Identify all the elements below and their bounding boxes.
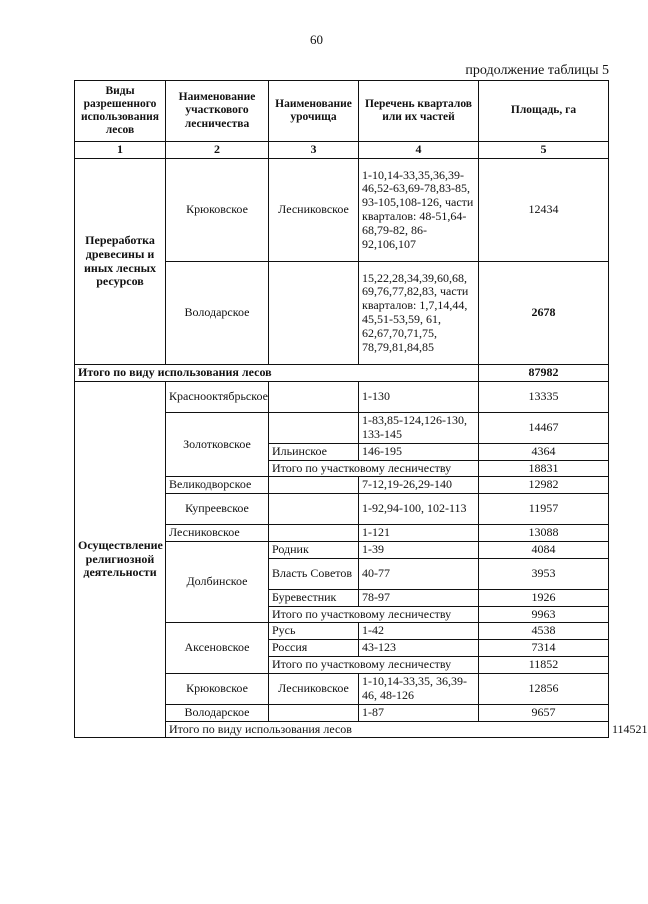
column-number: 3 xyxy=(269,142,359,159)
forest-use-table xyxy=(74,80,648,738)
tract-cell xyxy=(269,525,359,542)
forestry-cell: Купреевское xyxy=(166,494,269,525)
quarters-cell: 1-10,14-33,35,36,39-46,52-63,69-78,83-85, 93-105,108-126, части кварталов: 48-51,64-68,79-82, 86-92,106,107 xyxy=(359,159,479,262)
table-continuation-caption: продолжение таблицы 5 xyxy=(465,63,609,78)
use-type-cell: Переработка древесины и иных лесных ресурсов xyxy=(75,159,166,365)
subtotal-label: Итого по участковому лесничеству xyxy=(269,606,479,623)
header-use-type: Виды разрешенного использования лесов xyxy=(75,81,166,142)
tract-cell: Власть Советов xyxy=(269,558,359,589)
forestry-cell: Крюковское xyxy=(166,159,269,262)
quarters-cell: 146-195 xyxy=(359,443,479,460)
quarters-cell: 1-42 xyxy=(359,623,479,640)
tract-cell xyxy=(269,494,359,525)
header-tract: Наименование урочища xyxy=(269,81,359,142)
area-cell: 14467 xyxy=(479,412,609,443)
quarters-cell: 1-10,14-33,35, 36,39-46, 48-126 xyxy=(359,673,479,704)
forestry-cell: Великодворское xyxy=(166,477,269,494)
tract-cell: Лесниковское xyxy=(269,673,359,704)
forestry-cell: Долбинское xyxy=(166,541,269,622)
tract-cell xyxy=(269,262,359,365)
header-quarters: Перечень кварталов или их частей xyxy=(359,81,479,142)
forestry-cell: Аксеновское xyxy=(166,623,269,673)
area-cell: 13088 xyxy=(479,525,609,542)
column-number: 4 xyxy=(359,142,479,159)
area-cell: 9657 xyxy=(479,704,609,721)
quarters-cell: 40-77 xyxy=(359,558,479,589)
subtotal-label: Итого по участковому лесничеству xyxy=(269,656,479,673)
area-cell: 12434 xyxy=(479,159,609,262)
column-number-row xyxy=(75,142,609,159)
subtotal-area: 9963 xyxy=(479,606,609,623)
forestry-cell: Володарское xyxy=(166,704,269,721)
area-cell: 4538 xyxy=(479,623,609,640)
quarters-cell: 15,22,28,34,39,60,68, 69,76,77,82,83, части кварталов: 1,7,14,44, 45,51-53,59, 61, 62,67,70,71,75, 78,79,81,84,85 xyxy=(359,262,479,365)
area-cell: 3953 xyxy=(479,558,609,589)
total-row xyxy=(75,365,609,382)
use-type-cell: Осуществление религиозной деятельности xyxy=(75,381,166,738)
tract-cell xyxy=(269,412,359,443)
quarters-cell: 43-123 xyxy=(359,640,479,657)
area-cell: 4364 xyxy=(479,443,609,460)
table-row xyxy=(75,159,609,262)
forestry-cell: Золотковское xyxy=(166,412,269,477)
quarters-cell: 78-97 xyxy=(359,589,479,606)
area-cell: 12856 xyxy=(479,673,609,704)
area-cell: 12982 xyxy=(479,477,609,494)
total-row: Итого по виду использования лесов 114521 xyxy=(75,721,609,738)
column-number: 2 xyxy=(166,142,269,159)
tract-cell: Лесниковское xyxy=(269,159,359,262)
quarters-cell: 1-121 xyxy=(359,525,479,542)
quarters-cell: 7-12,19-26,29-140 xyxy=(359,477,479,494)
area-cell: 4084 xyxy=(479,541,609,558)
header-area: Площадь, га xyxy=(479,81,609,142)
area-cell: 11957 xyxy=(479,494,609,525)
total-label: Итого по виду использования лесов xyxy=(166,721,609,738)
forestry-cell: Володарское xyxy=(166,262,269,365)
subtotal-label: Итого по участковому лесничеству xyxy=(269,460,479,477)
quarters-cell: 1-92,94-100, 102-113 xyxy=(359,494,479,525)
quarters-cell: 1-39 xyxy=(359,541,479,558)
quarters-cell: 1-130 xyxy=(359,381,479,412)
table-header-row xyxy=(75,81,609,142)
header-forestry: Наименование участкового лесничества xyxy=(166,81,269,142)
tract-cell xyxy=(269,704,359,721)
table-row xyxy=(75,381,609,412)
area-cell: 2678 xyxy=(479,262,609,365)
column-number: 1 xyxy=(75,142,166,159)
total-area: 87982 xyxy=(479,365,609,382)
tract-cell xyxy=(269,381,359,412)
tract-cell: Буревестник xyxy=(269,589,359,606)
tract-cell: Русь xyxy=(269,623,359,640)
tract-cell: Россия xyxy=(269,640,359,657)
quarters-cell: 1-87 xyxy=(359,704,479,721)
subtotal-area: 18831 xyxy=(479,460,609,477)
forestry-cell: Крюковское xyxy=(166,673,269,704)
total-label: Итого по виду использования лесов xyxy=(75,365,479,382)
tract-cell xyxy=(269,477,359,494)
area-cell: 7314 xyxy=(479,640,609,657)
page-number: 60 xyxy=(310,32,323,47)
tract-cell: Родник xyxy=(269,541,359,558)
area-cell: 13335 xyxy=(479,381,609,412)
forestry-cell: Краснооктябрьское xyxy=(166,381,269,412)
forestry-cell: Лесниковское xyxy=(166,525,269,542)
area-cell: 1926 xyxy=(479,589,609,606)
quarters-cell: 1-83,85-124,126-130, 133-145 xyxy=(359,412,479,443)
column-number: 5 xyxy=(479,142,609,159)
tract-cell: Ильинское xyxy=(269,443,359,460)
subtotal-area: 11852 xyxy=(479,656,609,673)
